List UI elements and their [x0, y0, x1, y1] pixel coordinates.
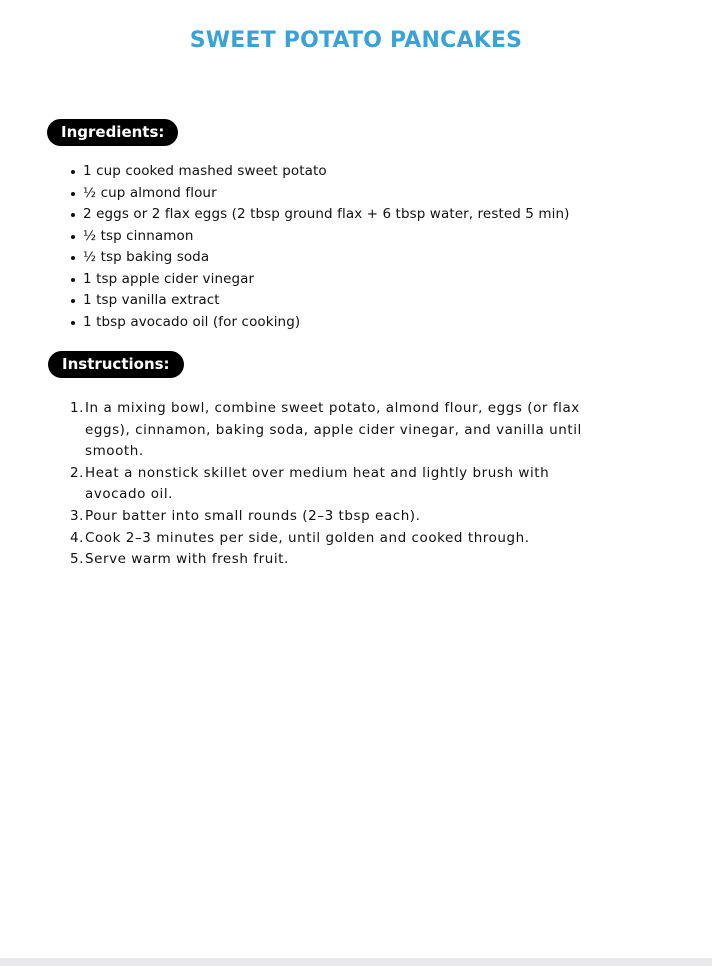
step-number: 4.: [70, 529, 84, 546]
recipe-title: SWEET POTATO PANCAKES: [189, 28, 523, 53]
instruction-step: [70, 528, 610, 550]
step-text: Pour batter into small rounds (2–3 tbsp each).: [85, 507, 421, 524]
ingredient-item: ½ tsp cinnamon: [69, 226, 570, 248]
step-number: 5.: [70, 551, 84, 568]
ingredient-item: ½ cup almond flour: [69, 183, 570, 205]
step-number: 1.: [70, 400, 84, 416]
step-text: Cook 2–3 minutes per side, until golden and cooked through.: [85, 529, 530, 546]
instruction-step: [70, 549, 610, 571]
ingredients-list: [69, 161, 570, 333]
ingredient-item: 1 tsp apple cider vinegar: [69, 269, 570, 291]
step-number: 2.: [70, 464, 84, 481]
ingredient-item: 2 eggs or 2 flax eggs (2 tbsp ground flax + 6 tbsp water, rested 5 min): [69, 204, 570, 226]
step-text: Serve warm with fresh fruit.: [85, 551, 289, 568]
ingredients-heading: Ingredients:: [47, 119, 178, 146]
step-number: 3.: [70, 507, 84, 524]
ingredient-item: 1 tbsp avocado oil (for cooking): [69, 312, 570, 334]
instructions-list: [70, 398, 610, 571]
instruction-step: [70, 463, 610, 506]
page-bottom-edge: [0, 958, 712, 966]
instruction-step: [70, 398, 610, 463]
instruction-step: [70, 506, 610, 528]
step-text: Heat a nonstick skillet over medium heat and lightly brush with avocado oil.: [85, 464, 550, 503]
step-text: In a mixing bowl, combine sweet potato, almond flour, eggs (or flax eggs), cinnamon, baking soda, apple cider vinegar, and vanilla until smooth.: [85, 400, 582, 460]
ingredient-item: 1 cup cooked mashed sweet potato: [69, 161, 570, 183]
ingredient-item: 1 tsp vanilla extract: [69, 290, 570, 312]
ingredient-item: ½ tsp baking soda: [69, 247, 570, 269]
instructions-heading: Instructions:: [48, 351, 184, 378]
